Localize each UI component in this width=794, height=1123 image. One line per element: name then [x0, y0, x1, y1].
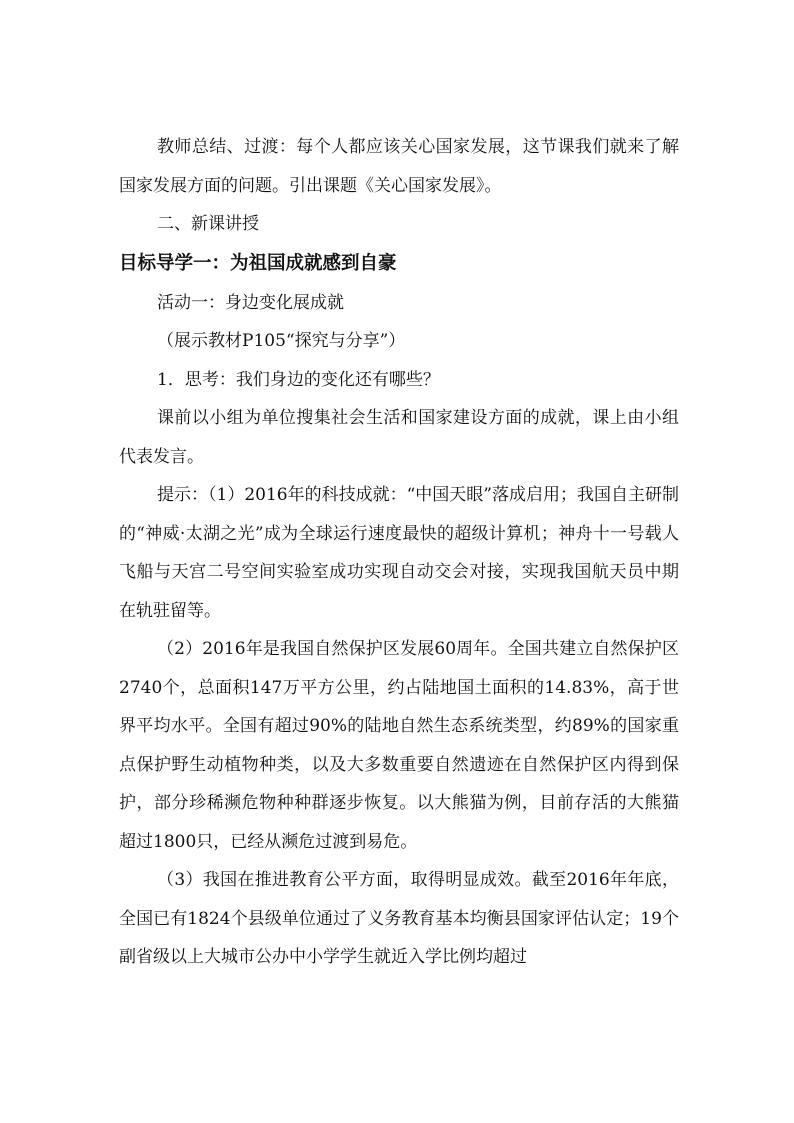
question-one: 1．思考：我们身边的变化还有哪些？	[157, 369, 440, 390]
paragraph-hint-technology: 提示：（1）2016年的科技成就：“中国天眼”落成启用；我国自主研制的“神威·太湖之光”成为全球运行速度最快的超级计算机；神舟十一号载人飞船与天宫二号空间实验室成功实现自动交会对接，实现我国航天员中期在轨驻留等。	[119, 485, 679, 621]
section-heading-new-lesson: 二、新课讲授	[157, 214, 259, 234]
document-body	[119, 128, 679, 977]
textbook-reference: （展示教材P105“探究与分享”）	[157, 331, 406, 351]
activity-one-title: 活动一：身边变化展成就	[157, 292, 344, 313]
paragraph-teacher-summary: 教师总结、过渡：每个人都应该关心国家发展，这节课我们就来了解国家发展方面的问题。引出课题《关心国家发展》。	[119, 137, 679, 196]
paragraph-nature-reserve: （2）2016年是我国自然保护区发展60周年。全国共建立自然保护区2740个，总面积147万平方公里，约占陆地国土面积的14.83%，高于世界平均水平。全国有超过90%的陆地自然生态系统类型，约89%的国家重点保护野生动植物种类，以及大多数重要自然遗迹在自然保护区内得到保护，部分珍稀濒危物种种群逐步恢复。以大熊猫为例，目前存活的大熊猫超过1800只，已经从濒危过渡到易危。	[119, 639, 679, 852]
paragraph-group-task: 课前以小组为单位搜集社会生活和国家建设方面的成就，课上由小组代表发言。	[119, 408, 679, 467]
paragraph-education-equity: （3）我国在推进教育公平方面，取得明显成效。截至2016年年底，全国已有1824个县级单位通过了义务教育基本均衡县国家评估认定；19个副省级以上大城市公办中小学学生就近入学比例均超过	[119, 870, 679, 967]
goal-heading-one: 目标导学一：为祖国成就感到自豪	[119, 252, 397, 274]
